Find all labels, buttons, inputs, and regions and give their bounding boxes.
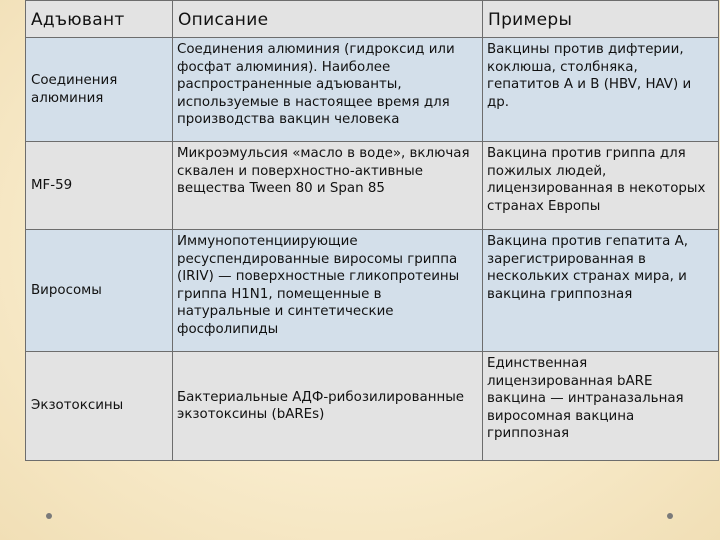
examples-cell: Вакцина против гриппа для пожилых людей, лицензированная в некоторых странах Европы bbox=[483, 142, 719, 230]
adjuvants-table bbox=[25, 0, 719, 461]
examples-cell: Единственная лицензированная bARE вакцина — интраназальная виросомная вакцина гриппозная bbox=[483, 352, 719, 461]
examples-cell: Вакцины против дифтерии, коклюша, столбняка, гепатитов A и B (HBV, HAV) и др. bbox=[483, 38, 719, 142]
adjuvant-name-cell: MF-59 bbox=[26, 142, 173, 230]
header-examples: Примеры bbox=[483, 1, 719, 38]
decorative-dot-right bbox=[667, 513, 673, 519]
adjuvant-name-cell: Соединения алюминия bbox=[26, 38, 173, 142]
description-cell: Соединения алюминия (гидроксид или фосфат алюминия). Наиболее распространенные адъюванты, используемые в настоящее время для производства вакцин человека bbox=[173, 38, 483, 142]
table-row bbox=[26, 230, 719, 352]
adjuvant-name-cell: Экзотоксины bbox=[26, 352, 173, 461]
description-cell: Микроэмульсия «масло в воде», включая сквален и поверхностно-активные вещества Tween 80 и Span 85 bbox=[173, 142, 483, 230]
examples-cell: Вакцина против гепатита А, зарегистрированная в нескольких странах мира, и вакцина гриппозная bbox=[483, 230, 719, 352]
header-row bbox=[26, 1, 719, 38]
decorative-dot-left bbox=[46, 513, 52, 519]
table-row bbox=[26, 142, 719, 230]
description-cell: Бактериальные АДФ-рибозилированные экзотоксины (bAREs) bbox=[173, 352, 483, 461]
header-description: Описание bbox=[173, 1, 483, 38]
description-cell: Иммунопотенциирующие ресуспендированные виросомы гриппа (IRIV) — поверхностные гликопротеины гриппа H1N1, помещенные в натуральные и синтетические фосфолипиды bbox=[173, 230, 483, 352]
header-adjuvant: Адъювант bbox=[26, 1, 173, 38]
table-row bbox=[26, 352, 719, 461]
table-row bbox=[26, 38, 719, 142]
adjuvant-name-cell: Виросомы bbox=[26, 230, 173, 352]
